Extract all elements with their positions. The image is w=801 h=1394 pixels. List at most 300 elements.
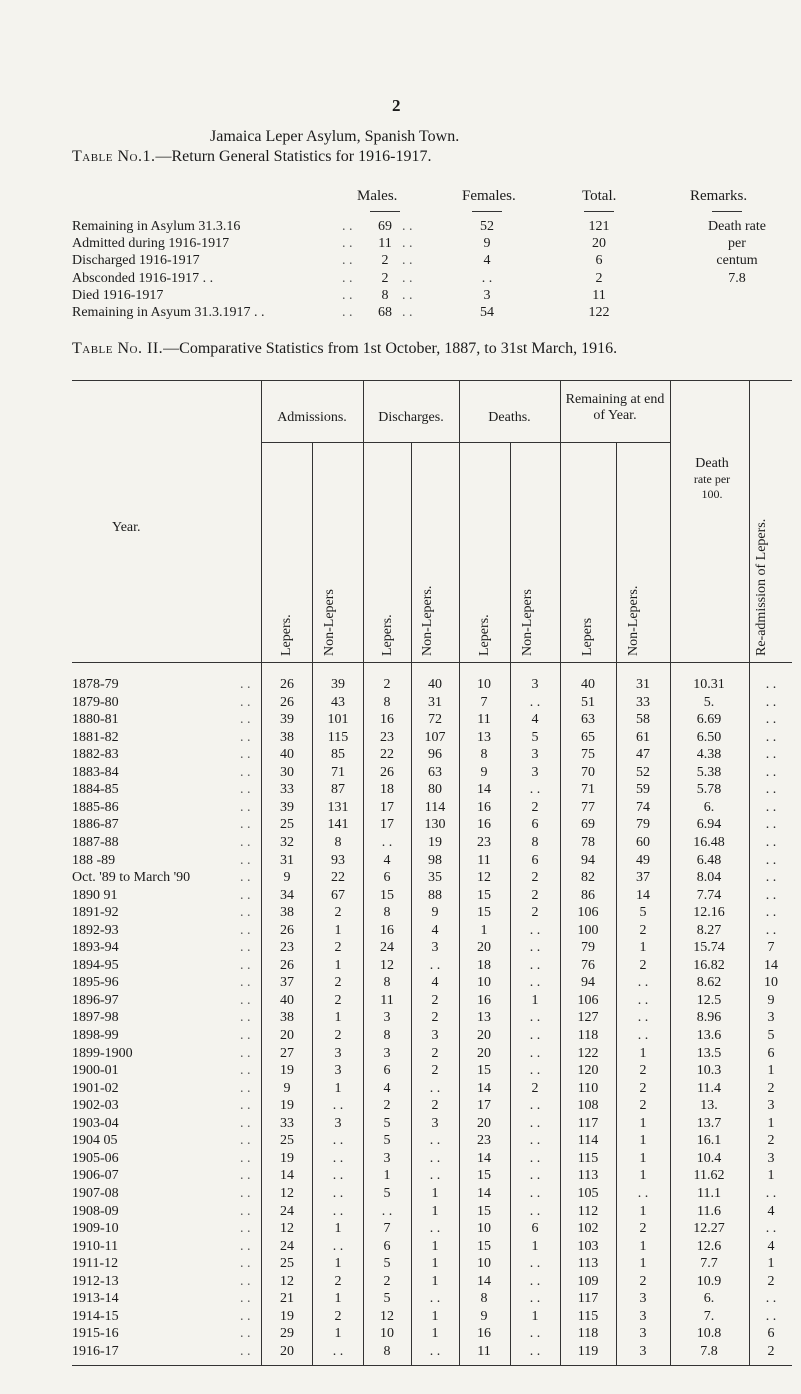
table1-row — [72, 252, 787, 269]
adm-non-lepers-cell: 2 — [334, 992, 342, 1008]
adm-non-lepers-cell: 71 — [331, 764, 345, 780]
males-value: 8 — [381, 287, 389, 303]
remarks-line: Death rate — [708, 219, 766, 234]
group-deaths: Deaths. — [488, 410, 531, 425]
death-lepers-cell: 11 — [477, 852, 491, 868]
death-lepers-cell: 16 — [477, 817, 491, 833]
death-lepers-cell: 16 — [477, 992, 491, 1008]
death-rate-cell: 10.3 — [696, 1063, 722, 1079]
death-non-lepers-cell: . . — [529, 1343, 541, 1359]
dis-non-lepers-cell: 1 — [431, 1185, 439, 1201]
total-value: 11 — [592, 287, 606, 303]
death-lepers-cell: 13 — [477, 729, 491, 745]
dis-non-lepers-cell: 2 — [431, 992, 439, 1008]
death-rate-cell: 12.5 — [696, 992, 722, 1008]
readmission-cell: . . — [765, 817, 777, 833]
table2-row — [72, 1097, 801, 1114]
adm-non-lepers-cell: . . — [332, 1150, 344, 1166]
table2-row — [72, 1167, 801, 1184]
dis-lepers-cell: 16 — [380, 922, 394, 938]
dis-lepers-cell: 5 — [383, 1291, 391, 1307]
death-non-lepers-cell: . . — [529, 782, 541, 798]
adm-lepers-cell: 31 — [280, 852, 294, 868]
death-rate-header — [684, 456, 740, 502]
leader-dots: . . — [240, 1308, 251, 1324]
year-cell: 1879-80 — [72, 694, 119, 710]
leader-dots: . . — [240, 694, 251, 710]
dis-lepers-cell: 4 — [383, 1080, 391, 1096]
row-label: Remaining in Asyum 31.3.1917 . . — [72, 305, 265, 320]
year-cell: 1894-95 — [72, 957, 119, 973]
dis-non-lepers-cell: 4 — [431, 975, 439, 991]
total-value: 6 — [595, 253, 603, 269]
leader-dots: . . — [240, 975, 251, 991]
leader-dots: . . — [240, 1256, 251, 1272]
adm-non-lepers-cell: 1 — [334, 1010, 342, 1026]
year-cell: 1886-87 — [72, 817, 119, 833]
rem-non-lepers-cell: . . — [637, 1010, 649, 1026]
leader-dots: . . — [240, 940, 251, 956]
table2-row — [72, 694, 801, 711]
dis-lepers-cell: 6 — [383, 1238, 391, 1254]
rem-non-lepers-cell: 58 — [636, 712, 650, 728]
adm-lepers-cell: 27 — [280, 1045, 294, 1061]
death-rate-cell: 6. — [703, 1291, 715, 1307]
year-cell: 1882-83 — [72, 747, 119, 763]
death-non-lepers-cell: . . — [529, 1010, 541, 1026]
leader-dots: . . — [240, 852, 251, 868]
adm-lepers-cell: 19 — [280, 1308, 294, 1324]
death-rate-cell: 15.74 — [693, 940, 725, 956]
table2-row — [72, 1308, 801, 1325]
dis-non-lepers-cell: 3 — [431, 940, 439, 956]
leader-dots: . . — [402, 219, 413, 234]
rem-lepers-cell: 113 — [577, 1168, 599, 1184]
dis-non-lepers-cell: . . — [429, 1291, 441, 1307]
adm-non-lepers-cell: . . — [332, 1343, 344, 1359]
table2-row — [72, 1150, 801, 1167]
total-value: 122 — [588, 305, 610, 320]
dis-lepers-cell: 8 — [383, 1028, 391, 1043]
rem-non-lepers-cell: 1 — [639, 1150, 647, 1166]
year-cell: 1911-12 — [72, 1256, 119, 1272]
dis-lepers-cell: 12 — [380, 1308, 394, 1324]
adm-non-lepers-cell: 3 — [334, 1115, 342, 1131]
rem-non-lepers-cell: 3 — [639, 1308, 647, 1324]
death-rate-words: rate per 100. — [693, 472, 731, 501]
death-rate-cell: 5. — [703, 694, 715, 710]
sub-deaths-non-lepers: Non-Lepers — [520, 589, 535, 656]
dis-non-lepers-cell: 2 — [431, 1098, 439, 1114]
table2-row — [72, 1080, 801, 1097]
leader-dots: . . — [240, 1203, 251, 1219]
death-rate-cell: 8.27 — [696, 922, 722, 938]
death-lepers-cell: 16 — [477, 1326, 491, 1342]
females-value: 52 — [480, 219, 494, 234]
rem-non-lepers-cell: 2 — [639, 1098, 647, 1114]
death-rate-cell: 13.7 — [696, 1115, 722, 1131]
death-lepers-cell: 8 — [480, 747, 488, 763]
rem-non-lepers-cell: 1 — [639, 1115, 647, 1131]
table2-row — [72, 781, 801, 798]
adm-lepers-cell: 19 — [280, 1150, 294, 1166]
death-lepers-cell: 20 — [477, 940, 491, 956]
leader-dots: . . — [240, 764, 251, 780]
death-non-lepers-cell: . . — [529, 1063, 541, 1079]
header-bottom-rule — [72, 662, 792, 663]
table2-row — [72, 939, 801, 956]
death-lepers-cell: 15 — [477, 1063, 491, 1079]
death-header-word: Death — [695, 456, 729, 471]
dis-lepers-cell: 1 — [383, 1168, 391, 1184]
readmission-cell: . . — [765, 1308, 777, 1324]
leader-dots: . . — [342, 219, 353, 234]
adm-lepers-cell: 37 — [280, 975, 294, 991]
dis-non-lepers-cell: 1 — [431, 1203, 439, 1219]
leader-dots: . . — [240, 817, 251, 833]
leader-dots: . . — [240, 1238, 251, 1254]
leader-dots: . . — [240, 992, 251, 1008]
table2-row — [72, 1325, 801, 1342]
adm-lepers-cell: 24 — [280, 1203, 294, 1219]
sub-remaining-non-lepers: Non-Lepers. — [626, 585, 641, 656]
adm-non-lepers-cell: 115 — [327, 729, 349, 745]
death-non-lepers-cell: 3 — [531, 747, 539, 763]
document-title: Jamaica Leper Asylum, Spanish Town. — [210, 128, 460, 145]
readmission-cell: 2 — [767, 1080, 775, 1096]
leader-dots: . . — [240, 1326, 251, 1342]
adm-lepers-cell: 9 — [283, 870, 291, 886]
table1-caption-text: —Return General Statistics for 1916-1917. — [155, 148, 432, 165]
comparative-statistics-table — [72, 380, 801, 1370]
table-bottom-rule — [72, 1365, 792, 1366]
row-label: Discharged 1916-1917 — [72, 253, 200, 269]
table2-row — [72, 922, 801, 939]
year-cell: 1884-85 — [72, 782, 119, 798]
adm-lepers-cell: 20 — [280, 1028, 294, 1043]
readmission-cell: 2 — [767, 1273, 775, 1289]
table2-row — [72, 711, 801, 728]
adm-non-lepers-cell: 3 — [334, 1063, 342, 1079]
table2-row — [72, 1062, 801, 1079]
adm-non-lepers-cell: 2 — [334, 940, 342, 956]
death-rate-cell: 7.8 — [700, 1343, 718, 1359]
dis-non-lepers-cell: 4 — [431, 922, 439, 938]
leader-dots: . . — [240, 712, 251, 728]
leader-dots: . . — [240, 747, 251, 763]
leader-dots: . . — [402, 305, 413, 320]
death-lepers-cell: 14 — [477, 1150, 491, 1166]
dis-non-lepers-cell: 1 — [431, 1326, 439, 1342]
year-cell: 1916-17 — [72, 1343, 119, 1359]
readmission-cell: . . — [765, 799, 777, 815]
table2-row — [72, 1343, 801, 1360]
death-rate-cell: 10.8 — [696, 1326, 722, 1342]
death-non-lepers-cell: 2 — [531, 870, 539, 886]
rem-non-lepers-cell: . . — [637, 1028, 649, 1043]
adm-lepers-cell: 38 — [280, 1010, 294, 1026]
total-value: 2 — [595, 270, 603, 286]
leader-dots: . . — [342, 287, 353, 303]
death-rate-cell: 7. — [703, 1308, 715, 1324]
table1-row — [72, 218, 787, 235]
readmission-cell: 4 — [767, 1238, 775, 1254]
dis-lepers-cell: 16 — [380, 712, 394, 728]
readmission-cell: 14 — [764, 957, 778, 973]
rem-lepers-cell: 118 — [577, 1326, 599, 1342]
table2-row — [72, 729, 801, 746]
dis-lepers-cell: 22 — [380, 747, 394, 763]
death-non-lepers-cell: 2 — [531, 887, 539, 903]
year-cell: 1901-02 — [72, 1080, 119, 1096]
leader-dots: . . — [240, 887, 251, 903]
table2-row — [72, 1238, 801, 1255]
table2-row — [72, 816, 801, 833]
table2-row — [72, 887, 801, 904]
rem-lepers-cell: 112 — [577, 1203, 599, 1219]
rem-lepers-cell: 127 — [577, 1010, 599, 1026]
dis-non-lepers-cell: 1 — [431, 1256, 439, 1272]
adm-non-lepers-cell: 87 — [331, 782, 345, 798]
adm-lepers-cell: 30 — [280, 764, 294, 780]
rem-lepers-cell: 63 — [581, 712, 595, 728]
dis-non-lepers-cell: 31 — [428, 694, 442, 710]
year-cell: 1883-84 — [72, 764, 119, 780]
dis-lepers-cell: 3 — [383, 1150, 391, 1166]
death-lepers-cell: 13 — [477, 1010, 491, 1026]
leader-dots: . . — [240, 1080, 251, 1096]
death-rate-cell: 11.62 — [693, 1168, 725, 1184]
death-lepers-cell: 15 — [477, 1238, 491, 1254]
rem-lepers-cell: 117 — [577, 1115, 599, 1131]
year-cell: 1900-01 — [72, 1063, 119, 1079]
rem-lepers-cell: 109 — [577, 1273, 599, 1289]
dis-non-lepers-cell: 19 — [428, 834, 442, 850]
rem-lepers-cell: 118 — [577, 1028, 599, 1043]
death-non-lepers-cell: . . — [529, 940, 541, 956]
death-rate-cell: 12.16 — [693, 905, 725, 921]
adm-non-lepers-cell: 2 — [334, 905, 342, 921]
table2-row — [72, 852, 801, 869]
table2-row — [72, 1255, 801, 1272]
leader-dots: . . — [240, 1045, 251, 1061]
year-cell: 1885-86 — [72, 799, 119, 815]
leader-dots: . . — [342, 270, 353, 286]
dis-non-lepers-cell: 63 — [428, 764, 442, 780]
rem-non-lepers-cell: 60 — [636, 834, 650, 850]
adm-non-lepers-cell: 3 — [334, 1045, 342, 1061]
death-non-lepers-cell: 6 — [531, 1221, 539, 1237]
death-lepers-cell: 14 — [477, 782, 491, 798]
row-label: Died 1916-1917 — [72, 287, 164, 303]
dis-lepers-cell: 24 — [380, 940, 394, 956]
adm-lepers-cell: 40 — [280, 747, 294, 763]
death-rate-cell: 12.27 — [693, 1221, 725, 1237]
table2-row — [72, 764, 801, 781]
rem-non-lepers-cell: 37 — [636, 870, 650, 886]
adm-lepers-cell: 32 — [280, 834, 294, 850]
death-lepers-cell: 15 — [477, 905, 491, 921]
males-value: 2 — [381, 253, 389, 269]
death-rate-cell: 16.82 — [693, 957, 725, 973]
leader-dots: . . — [240, 1291, 251, 1307]
readmission-cell: 3 — [767, 1098, 775, 1114]
death-lepers-cell: 10 — [477, 1221, 491, 1237]
readmission-cell: . . — [765, 677, 777, 692]
rem-lepers-cell: 94 — [581, 852, 595, 868]
adm-non-lepers-cell: 39 — [331, 677, 345, 692]
year-cell: 1912-13 — [72, 1273, 119, 1289]
readmission-cell: . . — [765, 887, 777, 903]
death-rate-cell: 6.94 — [696, 817, 722, 833]
leader-dots: . . — [240, 1133, 251, 1149]
dis-non-lepers-cell: 2 — [431, 1010, 439, 1026]
year-cell: 1880-81 — [72, 712, 119, 728]
group-rule — [261, 442, 670, 443]
table1-row — [72, 270, 787, 287]
rem-lepers-cell: 78 — [581, 834, 595, 850]
death-non-lepers-cell: . . — [529, 1133, 541, 1149]
adm-lepers-cell: 38 — [280, 729, 294, 745]
year-cell: 1893-94 — [72, 940, 119, 956]
readmission-cell: 6 — [767, 1045, 775, 1061]
females-value: . . — [481, 270, 493, 286]
readmission-cell: . . — [765, 729, 777, 745]
year-cell: 1904 05 — [72, 1133, 118, 1149]
death-lepers-cell: 1 — [480, 922, 488, 938]
adm-lepers-cell: 26 — [280, 922, 294, 938]
dis-non-lepers-cell: 130 — [424, 817, 446, 833]
death-non-lepers-cell: 4 — [531, 712, 539, 728]
readmission-cell: . . — [765, 747, 777, 763]
table2-caption-text: —Comparative Statistics from 1st October, 1887, to 31st March, 1916. — [163, 340, 618, 357]
adm-lepers-cell: 26 — [280, 694, 294, 710]
dis-lepers-cell: 8 — [383, 1343, 391, 1359]
leader-dots: . . — [402, 236, 413, 252]
death-non-lepers-cell: 5 — [531, 729, 539, 745]
death-non-lepers-cell: 1 — [531, 1308, 539, 1324]
readmission-header: Re-admission of Lepers. — [754, 518, 769, 656]
rem-lepers-cell: 113 — [577, 1256, 599, 1272]
adm-lepers-cell: 14 — [280, 1168, 294, 1184]
rem-non-lepers-cell: 59 — [636, 782, 650, 798]
death-lepers-cell: 17 — [477, 1098, 491, 1114]
leader-dots: . . — [240, 1028, 251, 1043]
table2-row — [72, 957, 801, 974]
dis-lepers-cell: 26 — [380, 764, 394, 780]
males-value: 11 — [378, 236, 392, 252]
adm-lepers-cell: 12 — [280, 1185, 294, 1201]
rem-lepers-cell: 71 — [581, 782, 595, 798]
year-cell: 1915-16 — [72, 1326, 119, 1342]
year-cell: 1881-82 — [72, 729, 119, 745]
death-non-lepers-cell: . . — [529, 1028, 541, 1043]
adm-lepers-cell: 19 — [280, 1063, 294, 1079]
table2-row — [72, 1132, 801, 1149]
death-rate-cell: 8.96 — [696, 1010, 722, 1026]
death-rate-cell: 10.4 — [696, 1150, 722, 1166]
leader-dots: . . — [240, 1221, 251, 1237]
dis-non-lepers-cell: 107 — [424, 729, 446, 745]
death-lepers-cell: 18 — [477, 957, 491, 973]
death-rate-cell: 16.1 — [696, 1133, 722, 1149]
dis-lepers-cell: 2 — [383, 1098, 391, 1114]
rem-lepers-cell: 77 — [581, 799, 595, 815]
group-discharges: Discharges. — [378, 410, 444, 425]
rem-non-lepers-cell: 14 — [636, 887, 650, 903]
rem-non-lepers-cell: 2 — [639, 922, 647, 938]
death-rate-cell: 6.48 — [696, 852, 722, 868]
dis-lepers-cell: 5 — [383, 1185, 391, 1201]
death-rate-cell: 5.38 — [696, 764, 722, 780]
dis-non-lepers-cell: 80 — [428, 782, 442, 798]
males-value: 69 — [378, 219, 392, 234]
remarks-line: centum — [716, 253, 758, 269]
death-lepers-cell: 14 — [477, 1273, 491, 1289]
leader-dots: . . — [240, 1273, 251, 1289]
death-rate-cell: 10.9 — [696, 1273, 722, 1289]
rem-lepers-cell: 102 — [577, 1221, 599, 1237]
rem-lepers-cell: 103 — [577, 1238, 599, 1254]
rem-non-lepers-cell: . . — [637, 975, 649, 991]
adm-non-lepers-cell: 1 — [334, 922, 342, 938]
header-rule — [712, 211, 742, 212]
adm-non-lepers-cell: 1 — [334, 1326, 342, 1342]
dis-non-lepers-cell: . . — [429, 1150, 441, 1166]
rem-non-lepers-cell: 2 — [639, 1273, 647, 1289]
death-non-lepers-cell: . . — [529, 1150, 541, 1166]
table1-caption-prefix: Table No.1. — [72, 148, 156, 165]
adm-non-lepers-cell: . . — [332, 1133, 344, 1149]
death-non-lepers-cell: 3 — [531, 764, 539, 780]
table2-row — [72, 676, 801, 693]
adm-non-lepers-cell: 1 — [334, 957, 342, 973]
adm-non-lepers-cell: . . — [332, 1098, 344, 1114]
rem-lepers-cell: 100 — [577, 922, 599, 938]
death-non-lepers-cell: . . — [529, 1115, 541, 1131]
table2-row — [72, 746, 801, 763]
males-value: 68 — [378, 305, 392, 320]
death-non-lepers-cell: 2 — [531, 905, 539, 921]
leader-dots: . . — [240, 782, 251, 798]
rem-lepers-cell: 86 — [581, 887, 595, 903]
dis-lepers-cell: 11 — [380, 992, 394, 1008]
adm-lepers-cell: 12 — [280, 1221, 294, 1237]
leader-dots: . . — [240, 905, 251, 921]
dis-non-lepers-cell: 96 — [428, 747, 442, 763]
dis-lepers-cell: 8 — [383, 905, 391, 921]
header-rule — [472, 211, 502, 212]
death-lepers-cell: 12 — [477, 870, 491, 886]
rem-non-lepers-cell: . . — [637, 992, 649, 1008]
death-rate-cell: 8.04 — [696, 870, 722, 886]
leader-dots: . . — [240, 1343, 251, 1359]
readmission-cell: 7 — [767, 940, 775, 956]
adm-lepers-cell: 33 — [280, 782, 294, 798]
readmission-cell: . . — [765, 870, 777, 886]
leader-dots: . . — [240, 1150, 251, 1166]
death-rate-cell: 11.1 — [697, 1185, 721, 1201]
rem-lepers-cell: 115 — [577, 1150, 599, 1166]
sub-remaining-lepers: Lepers — [580, 617, 595, 656]
rem-non-lepers-cell: 1 — [639, 1168, 647, 1184]
death-lepers-cell: 23 — [477, 1133, 491, 1149]
year-cell: 1902-03 — [72, 1098, 119, 1114]
rem-non-lepers-cell: 1 — [639, 1045, 647, 1061]
dis-lepers-cell: 4 — [383, 852, 391, 868]
dis-non-lepers-cell: . . — [429, 1221, 441, 1237]
death-rate-cell: 8.62 — [696, 975, 722, 991]
